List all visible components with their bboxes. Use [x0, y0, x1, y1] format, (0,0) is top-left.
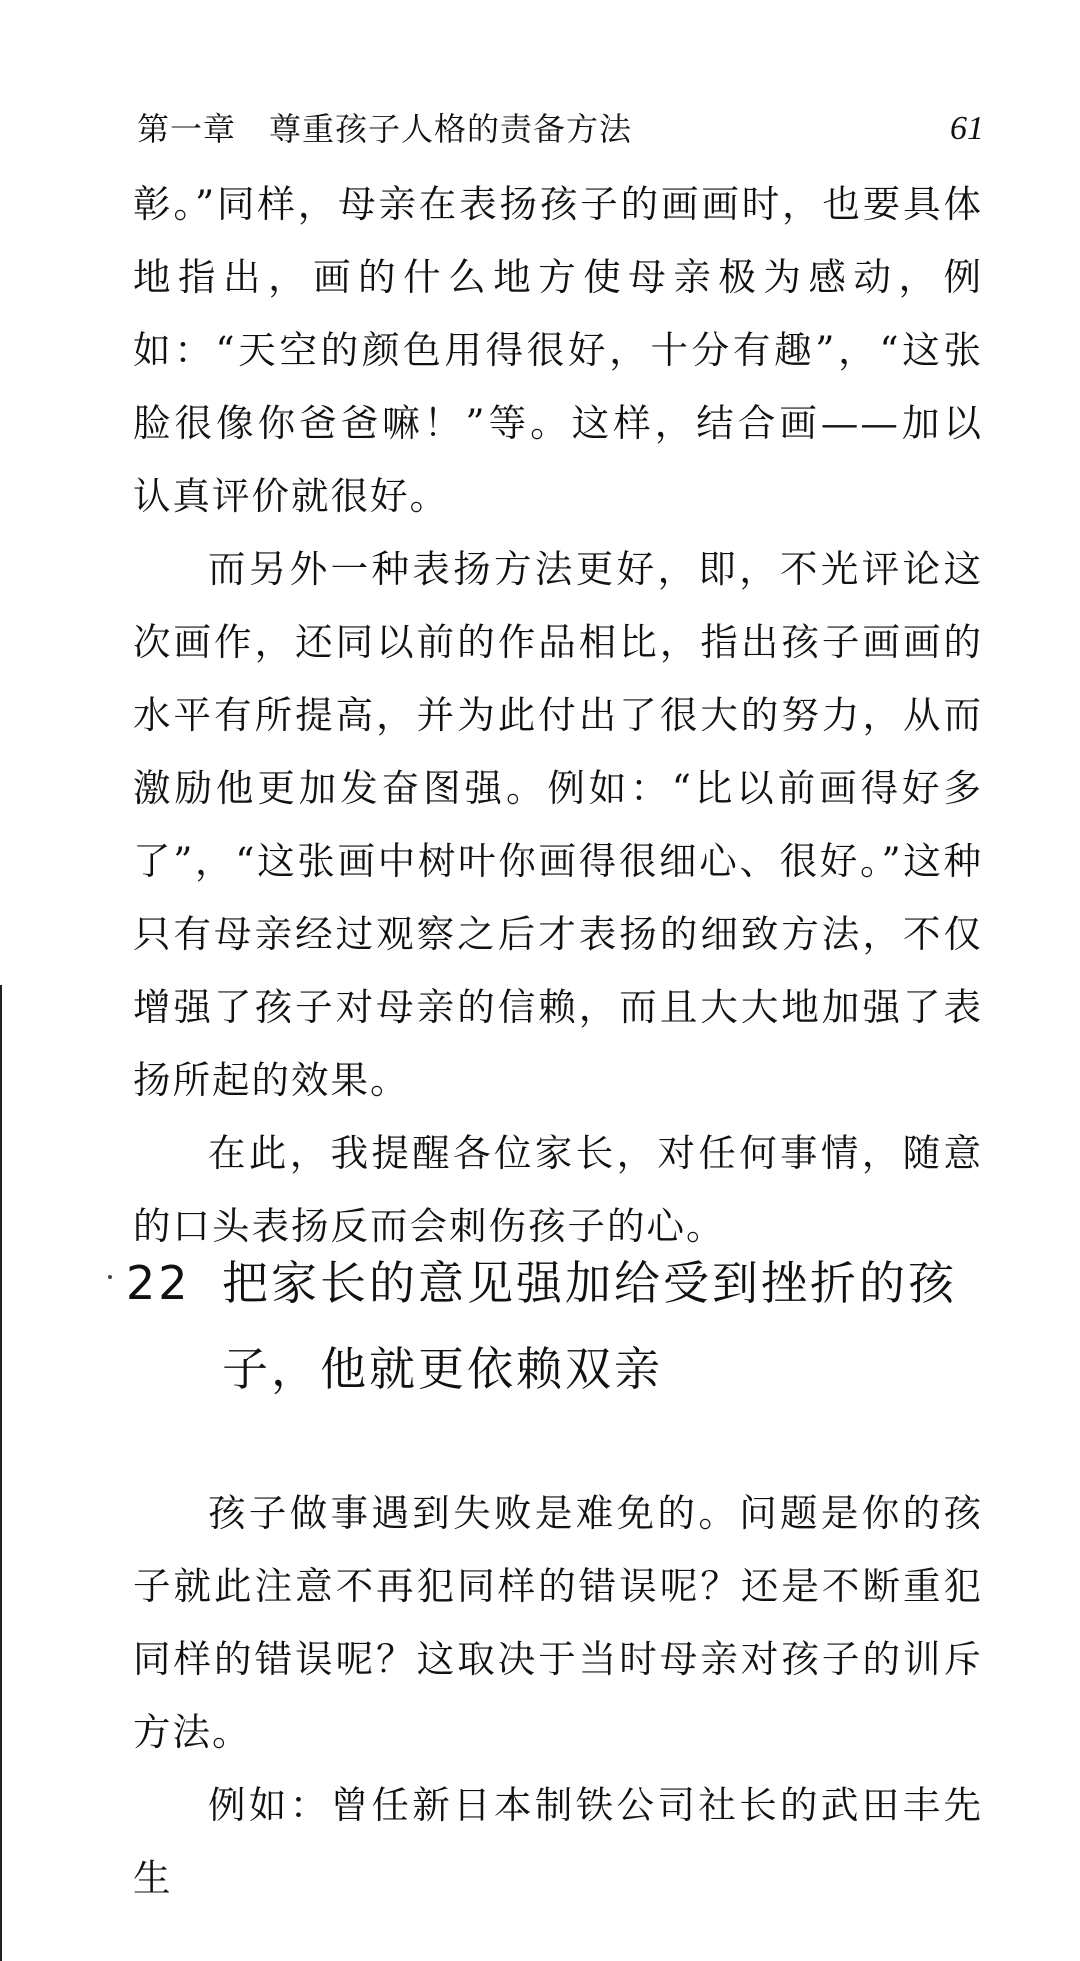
- body-text-bottom: [133, 1477, 983, 1915]
- chapter-title: 第一章 尊重孩子人格的责备方法: [137, 110, 633, 148]
- page-number: 61: [950, 110, 984, 147]
- scan-speck: [108, 1275, 112, 1279]
- paragraph: 而另外一种表扬方法更好，即，不光评论这次画作，还同以前的作品相比，指出孩子画画的水平有所提高，并为此付出了很大的努力，从而激励他更加发奋图强。例如：“比以前画得好多了”，“这张画中树叶你画得很细心、很好。”这种只有母亲经过观察之后才表扬的细致方法，不仅增强了孩子对母亲的信赖，而且大大地加强了表扬所起的效果。: [133, 547, 983, 1102]
- body-text-top: [133, 168, 983, 1263]
- paragraph: 孩子做事遇到失败是难免的。问题是你的孩子就此注意不再犯同样的错误呢？还是不断重犯同样的错误呢？这取决于当时母亲对孩子的训斥方法。: [133, 1491, 983, 1754]
- running-head: [137, 104, 984, 154]
- paragraph: 例如：曾任新日本制铁公司社长的武田丰先生: [133, 1783, 983, 1900]
- page-edge-line: [0, 985, 2, 1961]
- paragraph: 彰。”同样，母亲在表扬孩子的画画时，也要具体地指出，画的什么地方使母亲极为感动，例如：“天空的颜色用得很好，十分有趣”，“这张脸很像你爸爸嘛！”等。这样，结合画——加以认真评价就很好。: [133, 182, 983, 518]
- section-heading: [126, 1240, 1006, 1412]
- section-number: 22: [126, 1256, 191, 1310]
- section-title: 把家长的意见强加给受到挫折的孩子，他就更依赖双亲: [222, 1256, 957, 1396]
- paragraph: 在此，我提醒各位家长，对任何事情，随意的口头表扬反而会刺伤孩子的心。: [133, 1131, 983, 1248]
